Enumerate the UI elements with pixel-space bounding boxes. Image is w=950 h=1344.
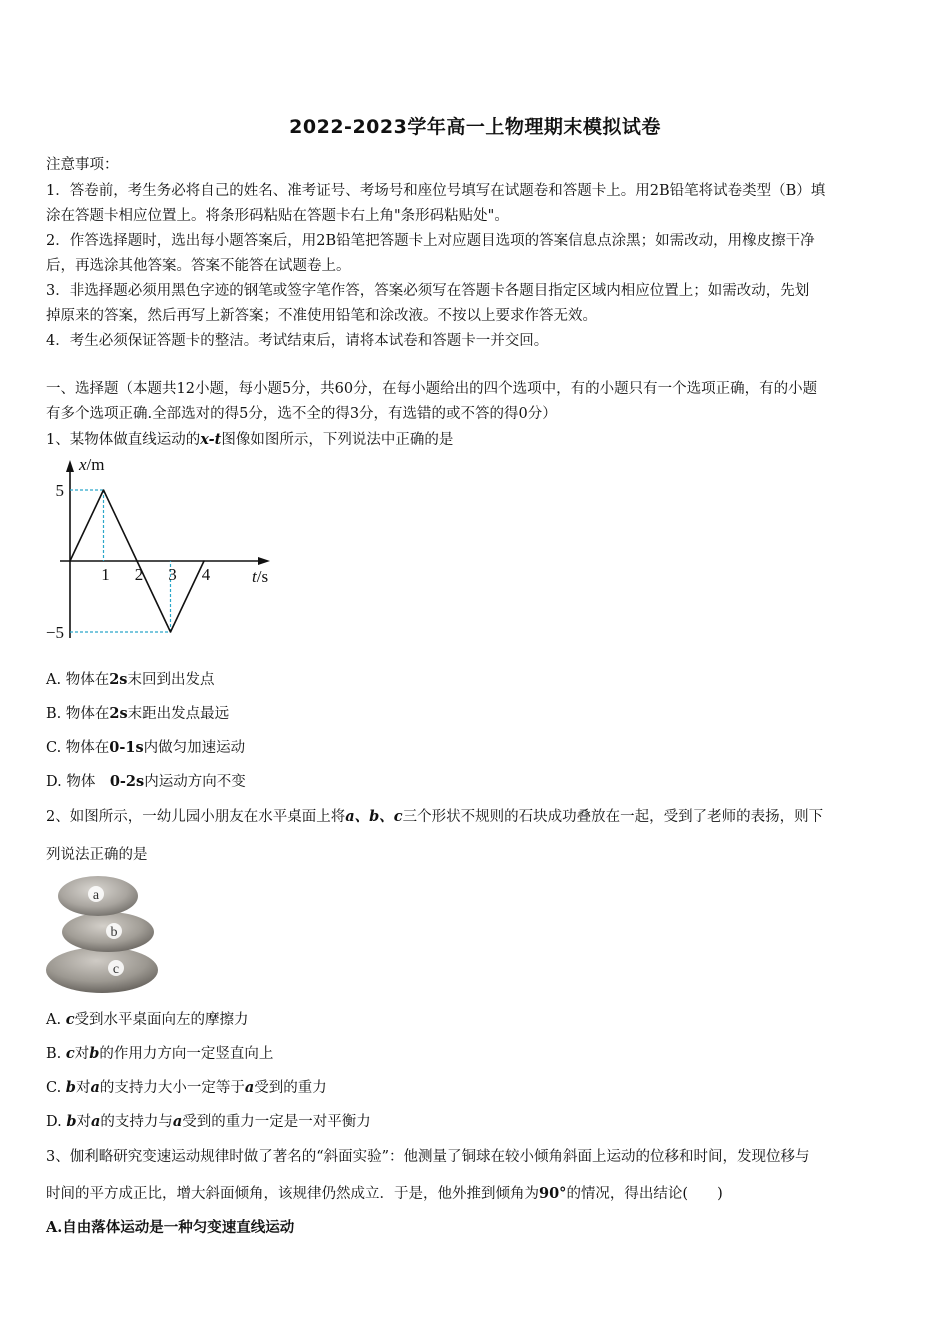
data-point [69, 560, 71, 562]
option-value: 2s [109, 705, 128, 722]
q1-option-c[interactable] [46, 736, 245, 757]
notice-line: 1．答卷前，考生务必将自己的姓名、准考证号、考场号和座位号填写在试题卷和答题卡上。用2B铅笔将试卷类型（B）填 [46, 183, 826, 199]
option-var: a [244, 1079, 255, 1096]
q2-stem-part: 2、如图所示，一幼儿园小朋友在水平桌面上将 [46, 809, 346, 825]
q2-option-d[interactable] [46, 1110, 371, 1131]
q1-stem-part: 图像如图所示，下列说法中正确的是 [221, 432, 454, 448]
stone-label: a [92, 888, 100, 903]
question-3-stem-cont [46, 1182, 723, 1203]
option-value: 2s [109, 671, 128, 688]
option-text: C. [46, 1080, 66, 1096]
option-text: A. [46, 1012, 66, 1028]
option-var: a [90, 1113, 101, 1130]
q2-option-a[interactable] [46, 1008, 249, 1029]
option-var: a [90, 1079, 100, 1096]
y-axis-arrow [66, 460, 74, 472]
option-text: B. [46, 1046, 66, 1062]
q3-stem-part: 时间的平方成正比，增大斜面倾角，该规律仍然成立．于是，他外推到倾角为 [46, 1186, 539, 1202]
x-axis-arrow [258, 557, 270, 565]
q2-stem-part: 三个形状不规则的石块成功叠放在一起，受到了老师的表扬，则下 [402, 809, 824, 825]
option-text: C. 物体在 [46, 740, 110, 756]
series-segment [70, 490, 104, 561]
q3-angle: 90° [539, 1185, 567, 1202]
x-tick-label: 3 [168, 565, 177, 584]
option-text: 内运动方向不变 [144, 774, 246, 790]
y-tick-label: 5 [55, 481, 64, 500]
section-instructions: 一、选择题（本题共12小题，每小题5分，共60分，在每小题给出的四个选项中，有的小题只有一个选项正确，有的小题 [46, 381, 818, 397]
x-axis-label: t/s [252, 567, 269, 586]
option-text: B. 物体在 [46, 706, 110, 722]
x-tick-label: 2 [134, 565, 144, 584]
data-point [103, 489, 105, 491]
q1-stem-var: x-t [200, 431, 222, 448]
option-var: b [65, 1079, 76, 1096]
xt-graph [40, 450, 290, 650]
option-var: c [65, 1045, 75, 1062]
option-text: D. 物体 [46, 774, 110, 790]
question-3-stem: 3、伽利略研究变速运动规律时做了著名的“斜面实验”：他测量了铜球在较小倾角斜面上运动的位移和时间，发现位移与 [46, 1149, 810, 1165]
stone-c [46, 947, 158, 993]
option-text: 末距出发点最远 [127, 706, 230, 722]
q1-option-a[interactable] [46, 668, 214, 689]
y-tick-label: −5 [45, 623, 64, 642]
question-1-stem [46, 428, 453, 449]
data-point [203, 560, 205, 562]
notice-line: 涂在答题卡相应位置上。将条形码粘贴在答题卡右上角"条形码粘贴处"。 [46, 208, 509, 224]
q1-option-b[interactable] [46, 702, 229, 723]
q3-option-a[interactable]: A.自由落体运动是一种匀变速直线运动 [46, 1219, 295, 1236]
notice-heading: 注意事项： [46, 157, 119, 173]
notice-line: 后，再选涂其他答案。答案不能答在试题卷上。 [46, 258, 351, 274]
section-instructions: 有多个选项正确.全部选对的得5分，选不全的得3分，有选错的或不答的得0分） [46, 406, 557, 422]
option-var: a [172, 1113, 183, 1130]
option-var: c [65, 1011, 75, 1028]
q2-stem-vars: a、b、c [345, 808, 403, 825]
x-tick-label: 4 [201, 565, 211, 584]
notice-line: 掉原来的答案，然后再写上新答案；不准使用铅笔和涂改液。不按以上要求作答无效。 [46, 308, 597, 324]
option-text: 对 [75, 1080, 91, 1096]
q2-option-b[interactable] [46, 1042, 273, 1063]
option-text: 的作用力方向一定竖直向上 [99, 1046, 274, 1062]
notice-line: 4．考生必须保证答题卡的整洁。考试结束后，请将本试卷和答题卡一并交回。 [46, 333, 549, 349]
data-point [170, 631, 172, 633]
data-point [136, 560, 138, 562]
stone-label: c [112, 962, 120, 977]
option-text: 内做匀加速运动 [143, 740, 246, 756]
option-text: 受到的重力 [254, 1080, 327, 1096]
series-segment [104, 490, 138, 561]
option-text: D. [46, 1114, 67, 1130]
option-text: 受到的重力一定是一对平衡力 [182, 1114, 371, 1130]
option-text: 末回到出发点 [127, 672, 215, 688]
option-var: b [66, 1113, 77, 1130]
x-tick-label: 1 [101, 565, 110, 584]
option-text: 对 [76, 1114, 91, 1130]
notice-line: 2．作答选择题时，选出每小题答案后，用2B铅笔把答题卡上对应题目选项的答案信息点涂黑；如需改动，用橡皮擦干净 [46, 233, 815, 249]
option-text: 受到水平桌面向左的摩擦力 [74, 1012, 249, 1028]
stone-label: b [110, 925, 118, 940]
q1-option-d[interactable] [46, 770, 246, 791]
option-text: 的支持力大小一定等于 [99, 1080, 245, 1096]
option-text: A. 物体在 [46, 672, 110, 688]
q3-stem-part: 的情况，得出结论( ) [566, 1186, 723, 1202]
question-2-stem-cont: 列说法正确的是 [46, 847, 148, 863]
option-value: 0-2s [109, 773, 145, 790]
question-2-stem [46, 805, 823, 826]
option-value: 0-1s [109, 739, 144, 756]
q1-stem-part: 1、某物体做直线运动的 [46, 432, 201, 448]
option-var: b [89, 1045, 100, 1062]
q2-option-c[interactable] [46, 1076, 327, 1097]
option-text: 对 [74, 1046, 90, 1062]
option-text: 的支持力与 [100, 1114, 173, 1130]
stones-image [44, 872, 160, 994]
notice-line: 3．非选择题必须用黑色字迹的钢笔或签字笔作答，答案必须写在答题卡各题目指定区域内相应位置上；如需改动，先划 [46, 283, 810, 299]
y-axis-label: x/m [79, 455, 105, 474]
page-title: 2022-2023学年高一上物理期末模拟试卷 [289, 116, 661, 138]
